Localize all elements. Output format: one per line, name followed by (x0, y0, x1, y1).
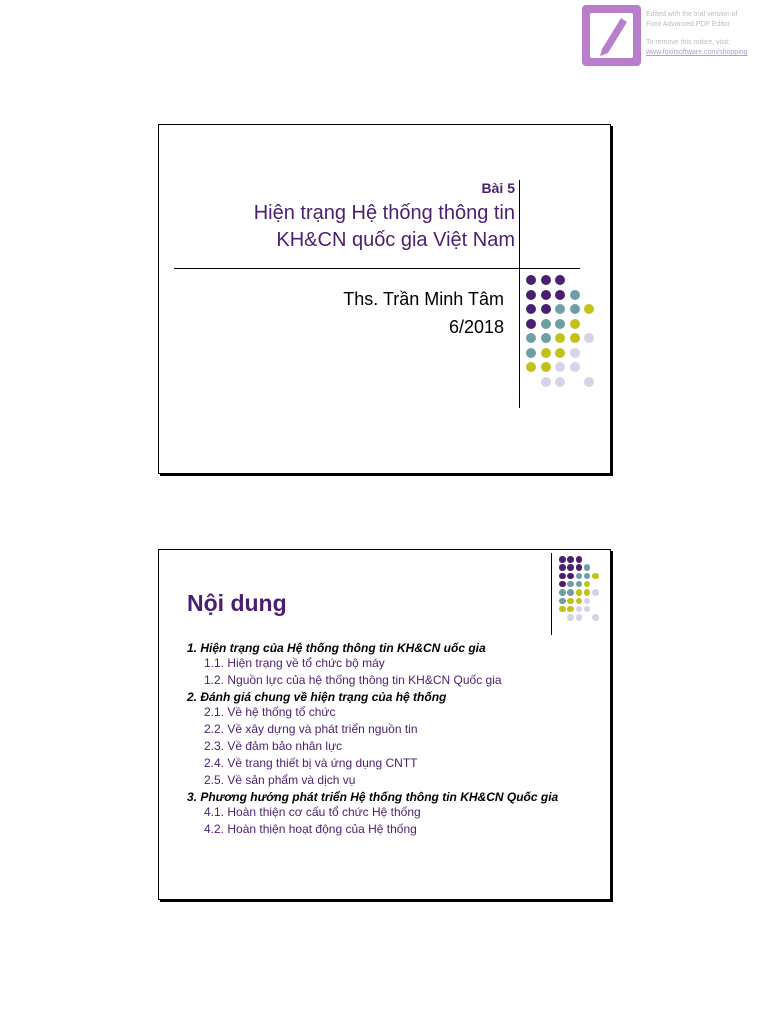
contents-item: 2. Đánh giá chung về hiện trạng của hệ thống (187, 690, 447, 704)
decorative-dot (567, 606, 574, 613)
decorative-dot (576, 581, 583, 588)
author-block (343, 285, 504, 341)
decorative-dot (567, 598, 574, 605)
decorative-dot (541, 275, 551, 285)
decorative-dot (555, 319, 565, 329)
decorative-dot (526, 333, 536, 343)
decorative-dot (570, 290, 580, 300)
decorative-dot (576, 614, 583, 621)
decorative-dot (526, 304, 536, 314)
decorative-dot (555, 348, 565, 358)
decorative-dot (576, 573, 583, 580)
decorative-dot (570, 304, 580, 314)
decorative-dot (541, 319, 551, 329)
lesson-label: Bài 5 (481, 180, 515, 196)
decorative-dot (541, 348, 551, 358)
decorative-dot (541, 290, 551, 300)
decorative-dot (555, 304, 565, 314)
presentation-date: 6/2018 (448, 317, 504, 337)
decorative-dot (559, 581, 566, 588)
decorative-dot (567, 573, 574, 580)
decorative-dot (567, 581, 574, 588)
contents-subitem: 2.5. Về sản phẩm và dịch vụ (204, 773, 356, 787)
decorative-dot (576, 606, 583, 613)
decorative-dot (526, 348, 536, 358)
slide-title (158, 124, 611, 474)
contents-list (187, 640, 587, 838)
decorative-dot (526, 290, 536, 300)
decorative-dot (559, 606, 566, 613)
decorative-dot (526, 319, 536, 329)
foxit-notice-line1: Edited with the trial version of (646, 11, 738, 18)
contents-subitem: 4.2. Hoàn thiện hoạt động của Hệ thống (204, 822, 417, 836)
contents-subitem: 2.4. Về trang thiết bị và ứng dụng CNTT (204, 756, 418, 770)
slide-contents (158, 549, 611, 900)
decorative-dot (555, 377, 565, 387)
decorative-dot (559, 598, 566, 605)
contents-item: 1. Hiện trạng của Hệ thống thông tin KH&CN uốc gia (187, 641, 486, 655)
decorative-dot (584, 304, 594, 314)
decorative-dot (576, 556, 583, 563)
decorative-dot (592, 614, 599, 621)
decorative-dot (526, 362, 536, 372)
title-line-1: Hiện trạng Hệ thống thông tin (253, 202, 515, 224)
foxit-notice-line2: Foxit Advanced PDF Editor (646, 21, 731, 28)
decorative-dot (584, 581, 591, 588)
contents-item: 3. Phương hướng phát triển Hệ thống thông tin KH&CN Quốc gia (187, 790, 559, 804)
decorative-dot (541, 333, 551, 343)
contents-subitem: 4.1. Hoàn thiện cơ cấu tổ chức Hệ thống (204, 805, 421, 819)
decorative-dot (567, 556, 574, 563)
foxit-notice-line3: To remove this notice, visit: (646, 39, 731, 46)
contents-subitem: 2.1. Về hệ thống tổ chức (204, 705, 336, 719)
decorative-dot (541, 377, 551, 387)
decorative-dot (541, 304, 551, 314)
decorative-dot (584, 598, 591, 605)
horizontal-divider (174, 268, 580, 269)
decorative-dot (570, 362, 580, 372)
contents-subitem: 1.2. Nguồn lực của hệ thống thông tin KH&CN Quốc gia (204, 673, 502, 687)
decorative-dot (541, 362, 551, 372)
decorative-dot (570, 319, 580, 329)
decorative-dot (584, 589, 591, 596)
decorative-dot (570, 348, 580, 358)
decorative-dot (592, 589, 599, 596)
decorative-dot (559, 573, 566, 580)
slide-heading: Nội dung (187, 590, 287, 616)
contents-subitem: 2.2. Về xây dựng và phát triển nguồn tin (204, 722, 418, 736)
decorative-dot (567, 589, 574, 596)
decorative-dot (559, 589, 566, 596)
author-name: Ths. Trần Minh Tâm (343, 289, 504, 309)
decorative-dot (570, 333, 580, 343)
decorative-dot (576, 598, 583, 605)
decorative-dot (576, 589, 583, 596)
pen-document-icon (582, 5, 641, 66)
foxit-shopping-link[interactable]: www.foxitsoftware.com/shopping (646, 49, 748, 56)
decorative-dot (584, 377, 594, 387)
foxit-trial-notice (646, 10, 766, 58)
decorative-dot (584, 564, 591, 571)
decorative-dot (559, 556, 566, 563)
title-line-2: KH&CN quốc gia Việt Nam (276, 229, 515, 251)
decorative-dot (584, 333, 594, 343)
decorative-dot (567, 614, 574, 621)
decorative-dot (576, 564, 583, 571)
decorative-dot (555, 333, 565, 343)
decorative-dot (584, 573, 591, 580)
vertical-divider (551, 553, 552, 635)
contents-subitem: 2.3. Về đảm bảo nhân lực (204, 739, 343, 753)
decorative-dot (555, 362, 565, 372)
foxit-logo (582, 5, 641, 66)
vertical-divider (519, 180, 520, 408)
decorative-dot (559, 564, 566, 571)
decorative-dot (592, 573, 599, 580)
decorative-dot (526, 275, 536, 285)
slide-title-text (155, 200, 515, 254)
decorative-dot (555, 275, 565, 285)
decorative-dot (567, 564, 574, 571)
decorative-dot (584, 606, 591, 613)
contents-subitem: 1.1. Hiện trạng về tổ chức bộ máy (204, 656, 385, 670)
decorative-dot (555, 290, 565, 300)
